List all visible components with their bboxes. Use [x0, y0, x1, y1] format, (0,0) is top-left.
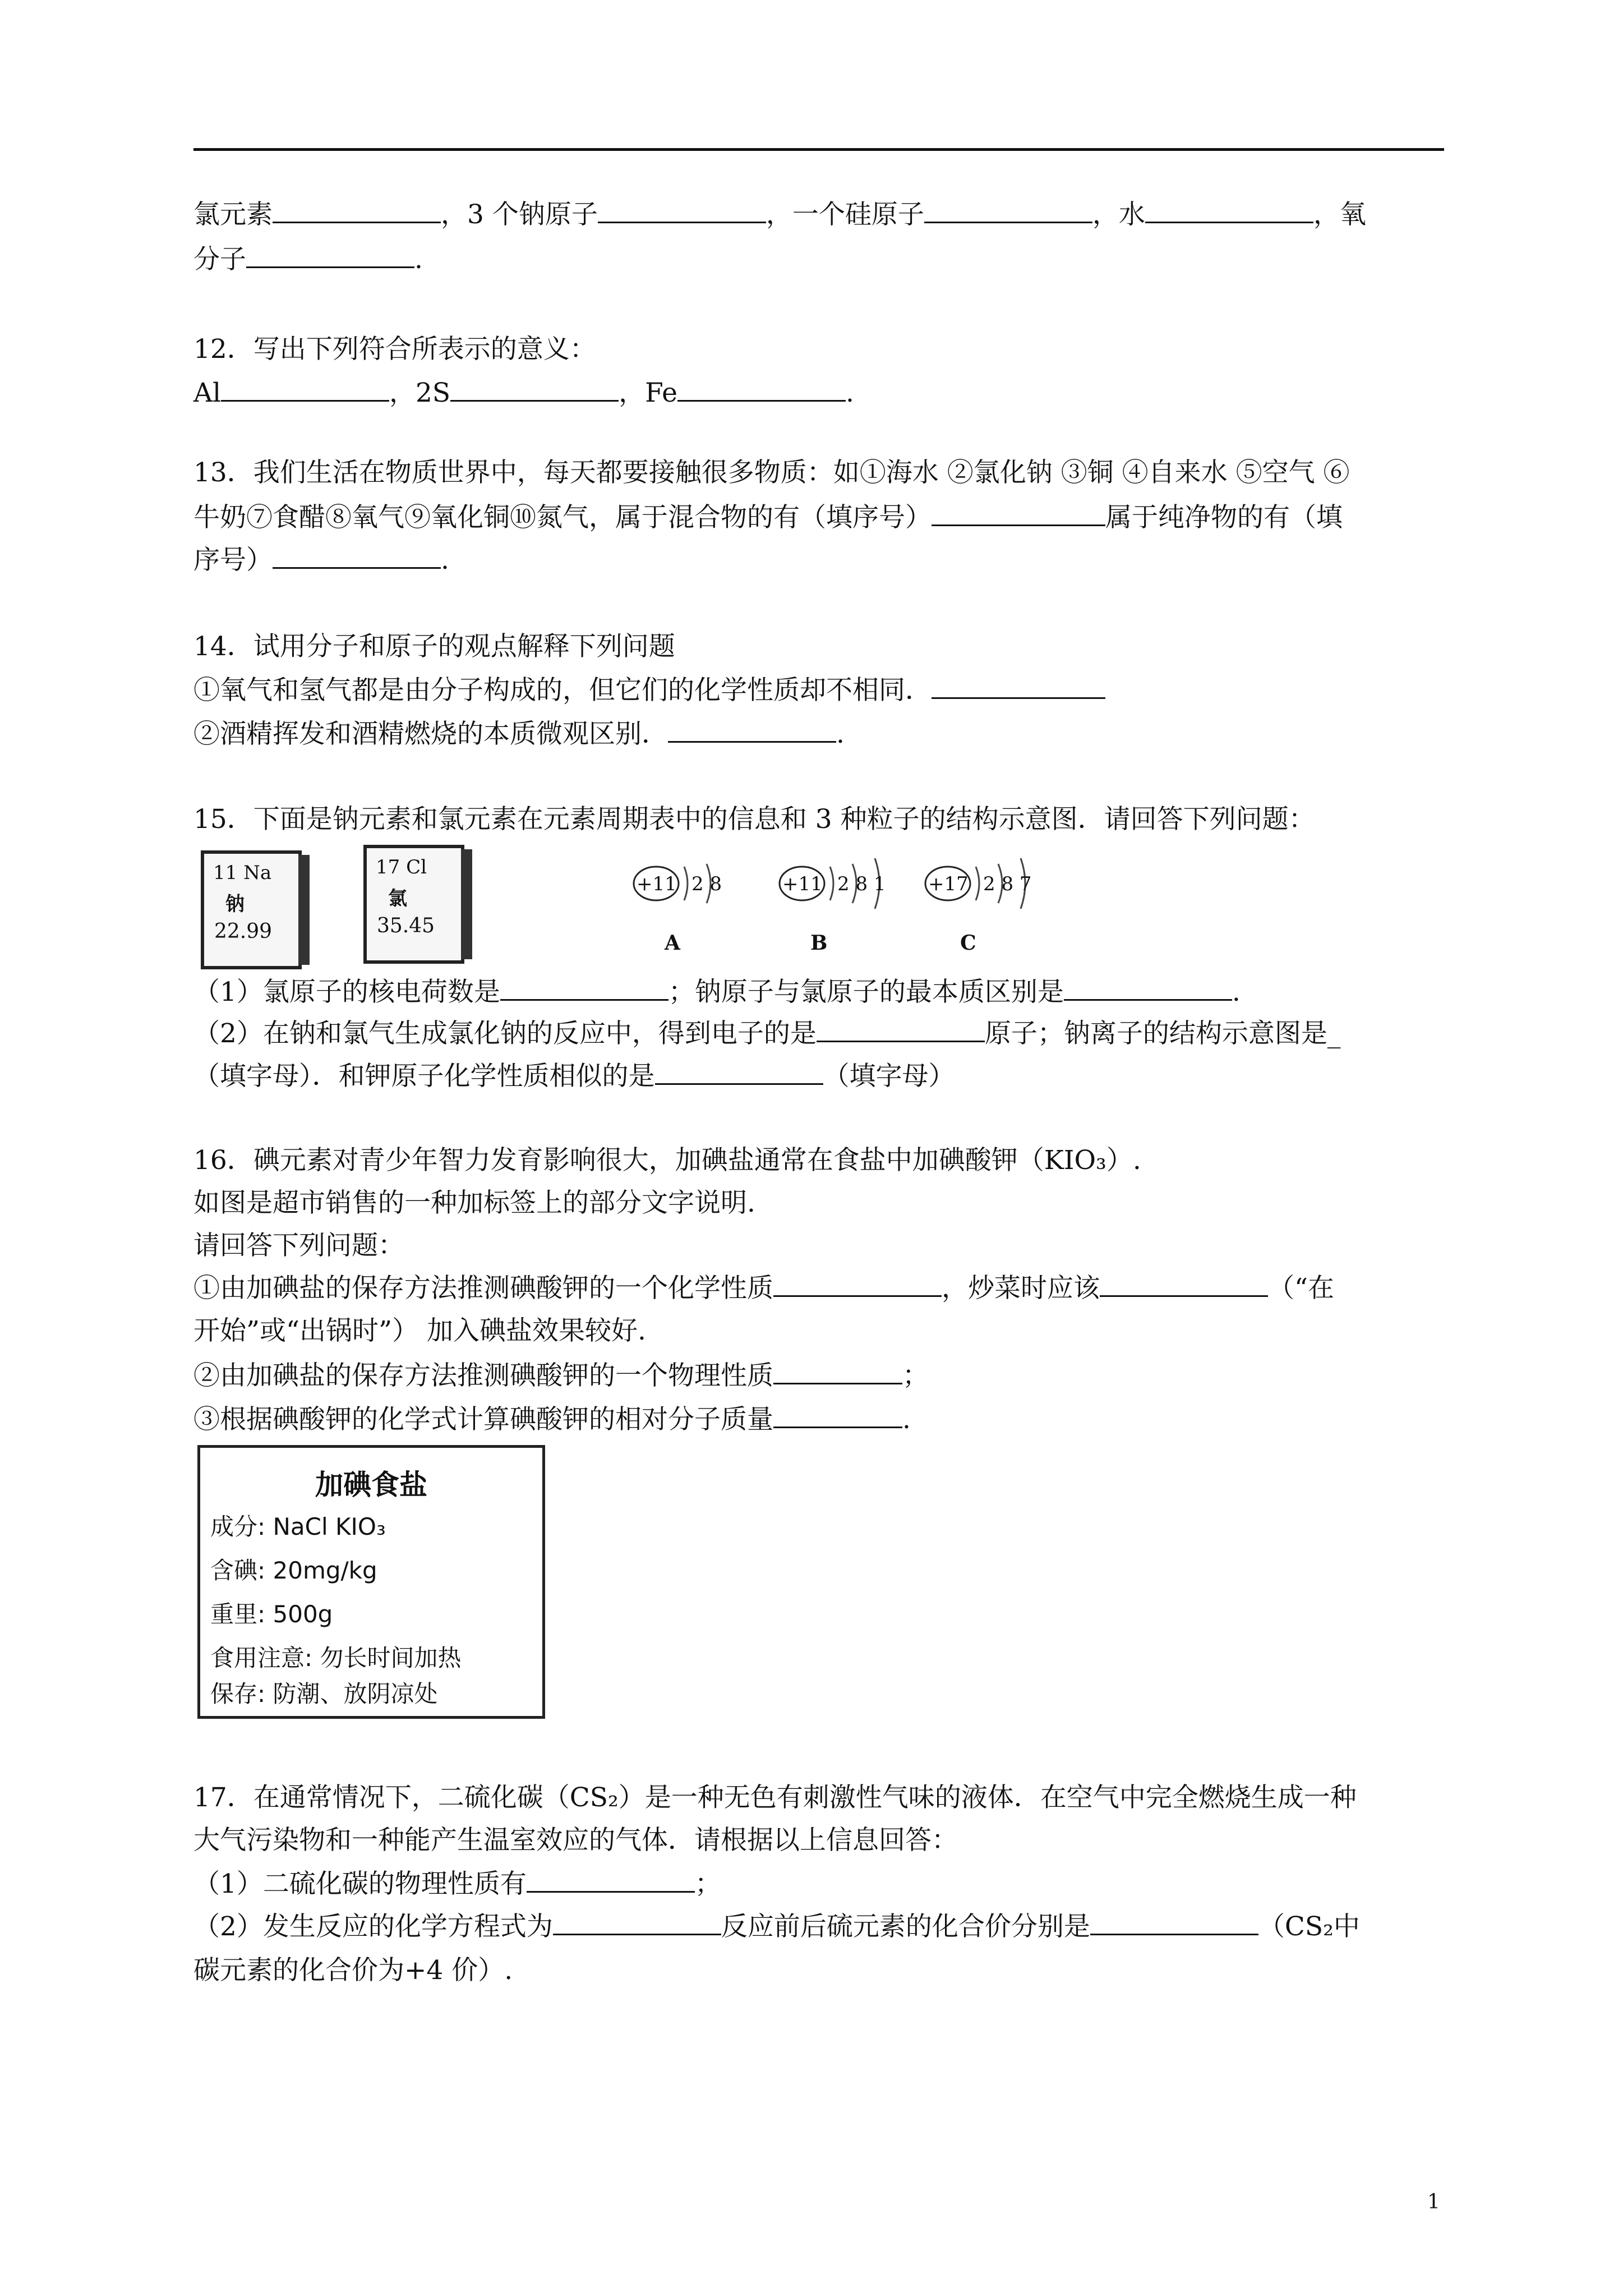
- text-run: 15．下面是钠元素和氯元素在元素周期表中的信息和 3 种粒子的结构示意图．请回答下列问题：: [193, 804, 1315, 835]
- text-run: 16．碘元素对青少年智力发育影响很大，加碘盐通常在食盐中加碘酸钾（KIO₃）.: [193, 1145, 1141, 1176]
- tile-number-symbol: 17 Cl: [376, 856, 427, 878]
- answer-blank[interactable]: [273, 199, 441, 223]
- text-run: （“在: [1268, 1273, 1335, 1304]
- text-run: .: [441, 545, 449, 576]
- text-line: [193, 1227, 1500, 1264]
- tile-number-symbol: 11 Na: [213, 862, 272, 884]
- text-run: （填字母）．和钾原子化学性质相似的是: [193, 1061, 655, 1092]
- text-run: 序号）: [193, 545, 273, 576]
- answer-blank[interactable]: [773, 1273, 942, 1297]
- text-run: ，Fe: [619, 378, 677, 408]
- text-run: ，水: [1092, 199, 1145, 230]
- text-run: ，3 个钠原子: [441, 199, 598, 230]
- answer-blank[interactable]: [1090, 1911, 1258, 1935]
- answer-blank[interactable]: [655, 1061, 823, 1085]
- tile-name: 氯: [388, 887, 407, 910]
- answer-blank[interactable]: [273, 545, 441, 569]
- text-run: ，一个硅原子: [766, 199, 924, 230]
- text-run: ，2S: [389, 378, 451, 408]
- atom-c-nucleus: +17: [928, 873, 969, 895]
- text-run: 12．写出下列符合所表示的意义：: [193, 334, 596, 365]
- text-run: ②酒精挥发和酒精燃烧的本质微观区别．: [193, 719, 668, 749]
- salt-label-row: 重里: 500g: [210, 1600, 333, 1628]
- text-line: [193, 454, 1500, 491]
- tile-name: 钠: [225, 893, 245, 915]
- answer-blank[interactable]: [553, 1911, 721, 1935]
- text-run: （1）氯原子的核电荷数是: [193, 977, 500, 1007]
- text-run: （填字母）: [823, 1061, 955, 1092]
- text-run: .: [845, 378, 854, 408]
- text-run: ，炒菜时应该: [942, 1273, 1100, 1304]
- answer-blank[interactable]: [1145, 199, 1313, 223]
- answer-blank[interactable]: [924, 199, 1092, 223]
- text-run: .: [836, 719, 845, 749]
- answer-blank[interactable]: [932, 675, 1105, 699]
- text-line: [193, 1358, 1500, 1395]
- text-run: 分子: [193, 244, 246, 275]
- text-run: 属于纯净物的有（填: [1105, 502, 1343, 533]
- text-run: 开始”或“出锅时”） 加入碘盐效果较好.: [193, 1315, 646, 1346]
- answer-blank[interactable]: [246, 244, 414, 268]
- text-line: [193, 1822, 1500, 1859]
- text-run: 碳元素的化合价为+4 价）.: [193, 1955, 513, 1986]
- tile-edge-shadow: [461, 849, 472, 959]
- text-line: [193, 801, 1500, 838]
- atom-c-label: C: [960, 931, 976, 955]
- atom-b-nucleus: +11: [782, 873, 823, 895]
- text-line: [193, 331, 1500, 368]
- text-line: [193, 1058, 1500, 1095]
- atom-c-shells: 2 8 7: [983, 873, 1032, 895]
- text-run: 如图是超市销售的一种加标签上的部分文字说明.: [193, 1188, 755, 1218]
- element-tile-chlorine: [363, 845, 464, 964]
- header-rule: [193, 148, 1444, 151]
- atom-b-shells: 2 8 1: [837, 873, 886, 895]
- text-run: ；: [694, 1869, 721, 1899]
- salt-label-row: 含碘: 20mg/kg: [210, 1557, 377, 1584]
- text-run: 牛奶⑦食醋⑧氧气⑨氧化铜⑩氮气，属于混合物的有（填序号）: [193, 502, 932, 533]
- answer-blank[interactable]: [932, 502, 1105, 526]
- text-line: [193, 1270, 1500, 1307]
- text-line: [193, 672, 1500, 709]
- text-line: [193, 1401, 1500, 1438]
- answer-blank[interactable]: [221, 378, 389, 402]
- text-line: [193, 1313, 1500, 1350]
- text-line: [193, 1908, 1500, 1945]
- answer-blank[interactable]: [527, 1869, 695, 1893]
- salt-label-row: 食用注意: 勿长时间加热: [210, 1644, 462, 1672]
- text-run: ③根据碘酸钾的化学式计算碘酸钾的相对分子质量: [193, 1404, 773, 1435]
- text-line: [193, 499, 1500, 536]
- atom-diagrams: [617, 841, 1043, 976]
- text-run: .: [902, 1404, 911, 1435]
- text-run: ；: [902, 1360, 929, 1391]
- answer-blank[interactable]: [773, 1404, 902, 1428]
- text-line: [193, 1185, 1500, 1222]
- text-line: [193, 628, 1500, 665]
- text-line: [193, 542, 1500, 579]
- text-line: [193, 1952, 1500, 1989]
- text-line: [193, 375, 1500, 412]
- text-run: 14．试用分子和原子的观点解释下列问题: [193, 631, 675, 662]
- atom-a-nucleus: +11: [637, 873, 677, 895]
- answer-blank[interactable]: [677, 378, 846, 402]
- page-number: 1: [1427, 2191, 1440, 2214]
- text-line: [193, 716, 1500, 753]
- answer-blank[interactable]: [668, 719, 836, 743]
- answer-blank[interactable]: [817, 1018, 985, 1042]
- text-line: [193, 241, 1500, 278]
- element-tile-sodium: [201, 850, 302, 969]
- atom-a-shells: 2 8: [691, 873, 722, 895]
- text-run: （1）二硫化碳的物理性质有: [193, 1869, 527, 1899]
- tile-edge-shadow: [298, 855, 310, 965]
- salt-label-row: 保存: 防潮、放阴凉处: [210, 1680, 438, 1708]
- answer-blank[interactable]: [450, 378, 619, 402]
- tile-mass: 35.45: [377, 914, 435, 937]
- answer-blank[interactable]: [1064, 977, 1232, 1001]
- text-line: [193, 1142, 1500, 1179]
- text-run: 请回答下列问题：: [193, 1230, 404, 1261]
- tile-mass: 22.99: [214, 920, 273, 943]
- answer-blank[interactable]: [773, 1360, 902, 1384]
- atom-b-label: B: [810, 931, 828, 955]
- salt-label-row: 成分: NaCl KIO₃: [210, 1513, 386, 1540]
- answer-blank[interactable]: [500, 977, 668, 1001]
- text-run: 17．在通常情况下，二硫化碳（CS₂）是一种无色有刺激性气味的液体．在空气中完全燃烧生成一种: [193, 1782, 1357, 1813]
- text-run: 氯元素: [193, 199, 273, 230]
- text-run: （2）在钠和氯气生成氯化钠的反应中，得到电子的是: [193, 1018, 817, 1049]
- text-run: 反应前后硫元素的化合价分别是: [721, 1911, 1090, 1942]
- atom-a-label: A: [665, 931, 680, 955]
- text-run: （CS₂中: [1258, 1911, 1360, 1942]
- text-run: ①氧气和氢气都是由分子构成的，但它们的化学性质却不相同．: [193, 675, 932, 706]
- answer-blank[interactable]: [1100, 1273, 1268, 1297]
- text-run: ，氧: [1313, 199, 1366, 230]
- text-run: Al: [193, 378, 221, 408]
- text-run: （2）发生反应的化学方程式为: [193, 1911, 553, 1942]
- text-run: ①由加碘盐的保存方法推测碘酸钾的一个化学性质: [193, 1273, 773, 1304]
- text-run: ；钠原子与氯原子的最本质区别是: [668, 977, 1064, 1007]
- text-line: [193, 1779, 1500, 1816]
- text-run: ②由加碘盐的保存方法推测碘酸钾的一个物理性质: [193, 1360, 773, 1391]
- salt-label-box: [197, 1445, 545, 1719]
- text-run: 13．我们生活在物质世界中，每天都要接触很多物质：如①海水 ②氯化钠 ③铜 ④自来水 ⑤空气 ⑥: [193, 457, 1350, 488]
- text-line: [193, 1866, 1500, 1903]
- text-run: 大气污染物和一种能产生温室效应的气体．请根据以上信息回答：: [193, 1825, 958, 1856]
- answer-blank[interactable]: [598, 199, 766, 223]
- text-line: [193, 196, 1500, 233]
- text-line: [193, 974, 1500, 1011]
- text-run: .: [414, 244, 423, 275]
- text-run: .: [1232, 977, 1241, 1007]
- salt-label-title: 加碘食盐: [315, 1469, 427, 1501]
- text-line: [193, 1015, 1500, 1052]
- text-run: 原子；钠离子的结构示意图是_: [984, 1018, 1341, 1049]
